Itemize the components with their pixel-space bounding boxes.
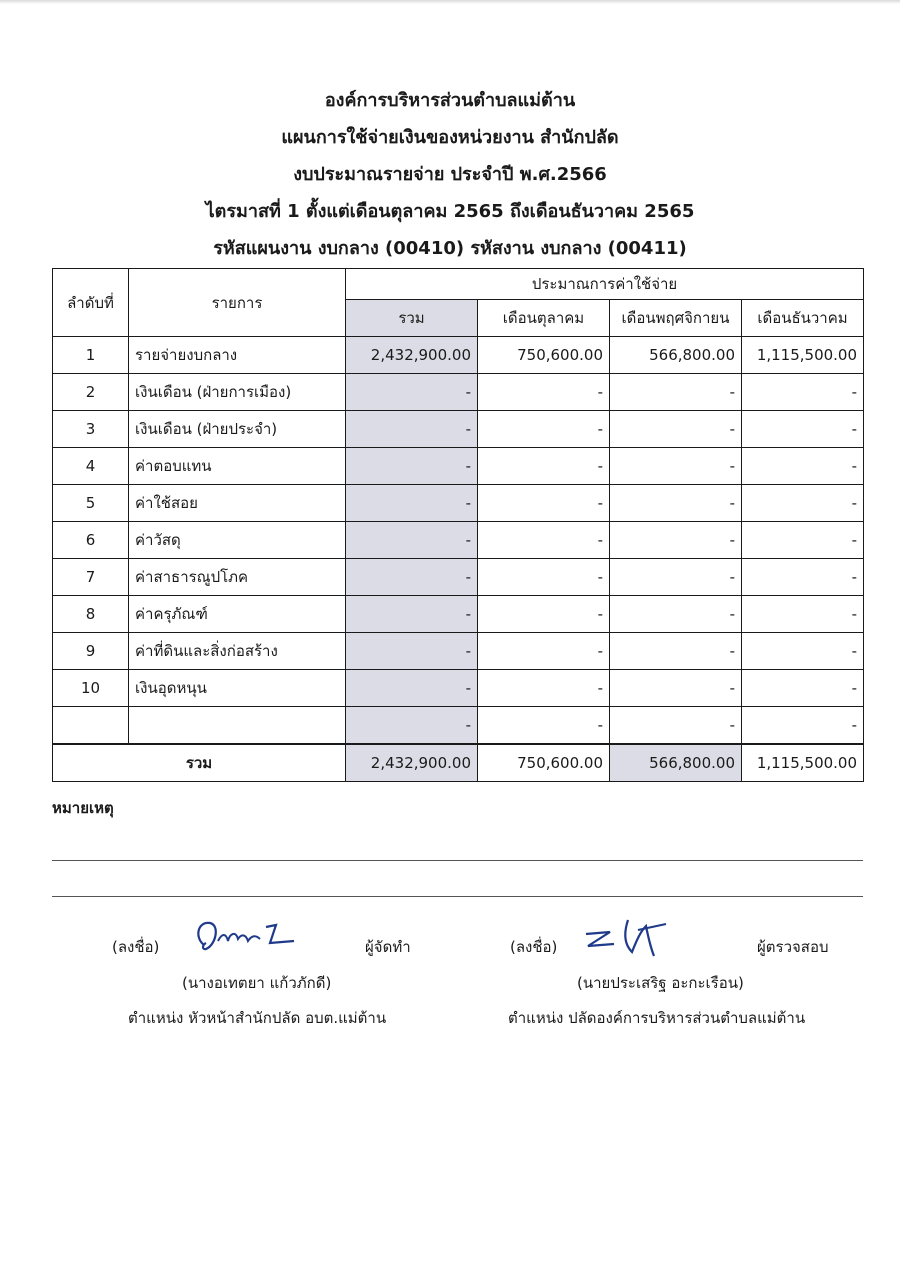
budget-table <box>52 268 864 782</box>
table-row <box>53 374 864 411</box>
remarks-line <box>52 896 863 897</box>
row-item: ค่าวัสดุ <box>129 522 346 559</box>
row-december: - <box>742 670 864 707</box>
row-december: - <box>742 707 864 745</box>
quarter-range: ไตรมาสที่ 1 ตั้งแต่เดือนตุลาคม 2565 ถึงเดือนธันวาคม 2565 <box>205 201 695 222</box>
row-october: - <box>478 633 610 670</box>
plan-code: รหัสแผนงาน งบกลาง (00410) รหัสงาน งบกลาง (00411) <box>213 238 687 259</box>
table-row <box>53 448 864 485</box>
left-signer-name: (นางอเทตยา แก้วภักดี) <box>182 974 332 992</box>
row-no: 6 <box>53 522 129 559</box>
header-december: เดือนธันวาคม <box>742 300 864 337</box>
row-no <box>53 707 129 745</box>
header-total: รวม <box>346 300 478 337</box>
total-sum: 2,432,900.00 <box>346 744 478 782</box>
right-sign-role: ผู้ตรวจสอบ <box>757 938 829 956</box>
row-no: 8 <box>53 596 129 633</box>
right-signer-position: ตำแหน่ง ปลัดองค์การบริหารส่วนตำบลแม่ต้าน <box>508 1009 806 1027</box>
row-total: - <box>346 670 478 707</box>
row-item: เงินอุดหนุน <box>129 670 346 707</box>
row-total: - <box>346 522 478 559</box>
row-total: - <box>346 485 478 522</box>
row-total: - <box>346 374 478 411</box>
row-no: 4 <box>53 448 129 485</box>
row-october: - <box>478 411 610 448</box>
row-item: ค่าตอบแทน <box>129 448 346 485</box>
row-december: - <box>742 522 864 559</box>
row-december: - <box>742 448 864 485</box>
row-october: - <box>478 670 610 707</box>
total-october: 750,600.00 <box>478 744 610 782</box>
left-sign-prefix: (ลงชื่อ) <box>112 938 160 956</box>
row-total: - <box>346 411 478 448</box>
row-item: ค่าที่ดินและสิ่งก่อสร้าง <box>129 633 346 670</box>
row-november: - <box>610 485 742 522</box>
row-november: - <box>610 670 742 707</box>
table-row <box>53 337 864 374</box>
row-october: - <box>478 448 610 485</box>
row-item: เงินเดือน (ฝ่ายประจำ) <box>129 411 346 448</box>
row-no: 5 <box>53 485 129 522</box>
row-october: - <box>478 596 610 633</box>
header-item: รายการ <box>129 269 346 337</box>
row-no: 2 <box>53 374 129 411</box>
row-total: - <box>346 633 478 670</box>
row-item: รายจ่ายงบกลาง <box>129 337 346 374</box>
row-total: - <box>346 596 478 633</box>
header-november: เดือนพฤศจิกายน <box>610 300 742 337</box>
row-december: - <box>742 485 864 522</box>
row-item: ค่าใช้สอย <box>129 485 346 522</box>
row-no: 1 <box>53 337 129 374</box>
remarks-line <box>52 860 863 861</box>
row-december: - <box>742 633 864 670</box>
row-november: - <box>610 411 742 448</box>
row-november: - <box>610 448 742 485</box>
total-label: รวม <box>53 744 346 782</box>
row-december: - <box>742 559 864 596</box>
header-budget: ประมาณการค่าใช้จ่าย <box>346 269 864 300</box>
total-row <box>53 744 864 782</box>
row-december: - <box>742 374 864 411</box>
remarks-label: หมายเหตุ <box>52 799 114 817</box>
row-total: - <box>346 559 478 596</box>
row-october: 750,600.00 <box>478 337 610 374</box>
row-october: - <box>478 485 610 522</box>
table-row <box>53 411 864 448</box>
row-no: 7 <box>53 559 129 596</box>
row-total: - <box>346 448 478 485</box>
org-name: องค์การบริหารส่วนตำบลแม่ต้าน <box>324 90 576 111</box>
header-no: ลำดับที่ <box>53 269 129 337</box>
row-december: - <box>742 411 864 448</box>
row-november: - <box>610 559 742 596</box>
total-december: 1,115,500.00 <box>742 744 864 782</box>
row-december: - <box>742 596 864 633</box>
row-item: ค่าครุภัณฑ์ <box>129 596 346 633</box>
row-october: - <box>478 522 610 559</box>
table-row <box>53 707 864 745</box>
row-no: 9 <box>53 633 129 670</box>
right-handwritten-signature-icon <box>580 912 680 962</box>
row-total: - <box>346 707 478 745</box>
row-october: - <box>478 707 610 745</box>
table-row <box>53 596 864 633</box>
total-november: 566,800.00 <box>610 744 742 782</box>
table-row <box>53 485 864 522</box>
row-total: 2,432,900.00 <box>346 337 478 374</box>
left-signer-position: ตำแหน่ง หัวหน้าสำนักปลัด อบต.แม่ต้าน <box>128 1009 387 1027</box>
row-no: 10 <box>53 670 129 707</box>
plan-title: แผนการใช้จ่ายเงินของหน่วยงาน สำนักปลัด <box>281 127 619 148</box>
document-header <box>0 82 900 267</box>
row-november: - <box>610 596 742 633</box>
row-november: - <box>610 707 742 745</box>
row-item: เงินเดือน (ฝ่ายการเมือง) <box>129 374 346 411</box>
row-november: 566,800.00 <box>610 337 742 374</box>
table-row <box>53 522 864 559</box>
row-december: 1,115,500.00 <box>742 337 864 374</box>
row-november: - <box>610 633 742 670</box>
left-sign-role: ผู้จัดทำ <box>365 938 411 956</box>
left-handwritten-signature-icon <box>190 915 310 960</box>
row-november: - <box>610 374 742 411</box>
table-row <box>53 670 864 707</box>
row-november: - <box>610 522 742 559</box>
budget-year: งบประมาณรายจ่าย ประจำปี พ.ศ.2566 <box>293 164 607 185</box>
scan-top-edge <box>0 0 900 4</box>
right-signer-name: (นายประเสริฐ อะกะเรือน) <box>577 974 744 992</box>
right-sign-prefix: (ลงชื่อ) <box>510 938 558 956</box>
header-october: เดือนตุลาคม <box>478 300 610 337</box>
row-october: - <box>478 559 610 596</box>
row-no: 3 <box>53 411 129 448</box>
row-october: - <box>478 374 610 411</box>
table-row <box>53 633 864 670</box>
table-row <box>53 559 864 596</box>
row-item <box>129 707 346 745</box>
row-item: ค่าสาธารณูปโภค <box>129 559 346 596</box>
